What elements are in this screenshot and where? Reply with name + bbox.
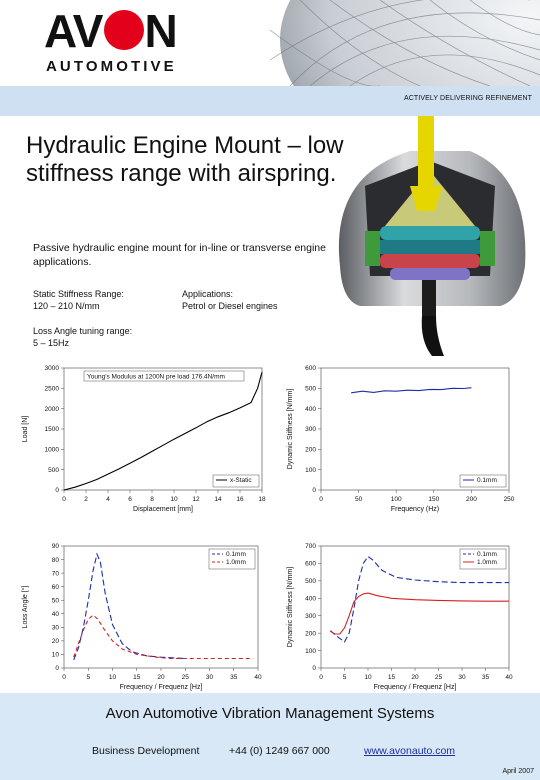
y-tick-label: 50 — [51, 597, 59, 605]
y-axis-label: Loss Angle [°] — [22, 585, 29, 629]
x-tick-label: 10 — [170, 496, 178, 503]
y-tick-label: 70 — [51, 570, 59, 578]
y-tick-label: 100 — [305, 466, 316, 474]
chart-title: Young's Modulus at 1200N pre load 176.4N/mm — [87, 373, 225, 381]
x-tick-label: 14 — [214, 496, 222, 503]
x-tick-label: 5 — [86, 674, 91, 681]
intro-text: Passive hydraulic engine mount for in-line or transverse engine applications. — [33, 242, 326, 268]
y-tick-label: 500 — [305, 578, 316, 586]
x-tick-label: 18 — [258, 496, 266, 503]
y-tick-label: 1500 — [44, 426, 59, 434]
y-tick-label: 3000 — [44, 365, 59, 373]
x-tick-label: 16 — [236, 496, 244, 503]
y-tick-label: 600 — [305, 560, 316, 568]
x-axis-label: Frequency / Frequenz [Hz] — [119, 684, 203, 691]
avon-logo — [44, 5, 214, 78]
y-tick-label: 2000 — [44, 405, 59, 413]
legend-label: 1.0mm — [226, 559, 246, 566]
x-tick-label: 10 — [364, 674, 372, 681]
y-tick-label: 2500 — [44, 385, 59, 393]
y-tick-label: 200 — [305, 630, 316, 638]
spec-loss-label: Loss Angle tuning range: — [33, 326, 133, 336]
x-axis-label: Frequency (Hz) — [390, 506, 440, 513]
x-tick-label: 0 — [319, 496, 323, 503]
spec-static-label: Static Stiffness Range: — [33, 289, 124, 299]
x-tick-label: 40 — [254, 674, 262, 681]
y-tick-label: 80 — [51, 556, 59, 564]
chart-load-displacement — [18, 360, 270, 520]
y-tick-label: 0 — [312, 487, 316, 495]
footer-phone: +44 (0) 1249 667 000 — [229, 745, 330, 757]
chart-3-svg — [283, 538, 535, 696]
logo-subtitle: AUTOMOTIVE — [46, 58, 177, 75]
spec-applications — [182, 288, 278, 312]
x-tick-label: 150 — [428, 496, 440, 503]
legend-label: 0.1mm — [226, 551, 246, 558]
y-tick-label: 500 — [305, 385, 316, 393]
chart-0-svg — [18, 360, 270, 520]
x-tick-label: 5 — [342, 674, 347, 681]
y-tick-label: 40 — [51, 610, 59, 618]
spec-loss-angle — [33, 325, 132, 349]
x-tick-label: 2 — [84, 496, 88, 503]
y-tick-label: 400 — [305, 595, 316, 603]
y-tick-label: 30 — [51, 624, 59, 632]
spec-static-value: 120 – 210 N/mm — [33, 301, 100, 311]
x-tick-label: 0 — [62, 496, 66, 503]
y-tick-label: 300 — [305, 426, 316, 434]
x-tick-label: 40 — [505, 674, 513, 681]
y-axis-label: Dynamic Stiffness [N/mm] — [287, 566, 294, 648]
y-tick-label: 60 — [51, 583, 59, 591]
y-tick-label: 600 — [305, 365, 316, 373]
footer-website-link[interactable]: www.avonauto.com — [364, 745, 456, 757]
x-tick-label: 15 — [133, 674, 141, 681]
spec-loss-value: 5 – 15Hz — [33, 338, 70, 348]
y-tick-label: 200 — [305, 446, 316, 454]
chart-1-svg — [283, 360, 535, 520]
x-tick-label: 200 — [465, 496, 477, 503]
x-tick-label: 0 — [62, 674, 66, 681]
x-tick-label: 30 — [205, 674, 214, 681]
chart-2-svg — [18, 538, 270, 696]
chart-stiffness-frequency — [283, 360, 535, 520]
tagline: ACTIVELY DELIVERING REFINEMENT — [404, 95, 532, 102]
footer-department: Business Development — [92, 745, 200, 757]
y-axis-label: Load [N] — [22, 415, 29, 443]
y-tick-label: 0 — [312, 665, 316, 673]
footer-date: April 2007 — [502, 768, 534, 775]
chart-loss-angle — [18, 538, 270, 696]
legend-label: x-Static — [230, 477, 252, 484]
x-tick-label: 35 — [481, 674, 490, 681]
spec-apps-label: Applications: — [182, 289, 234, 299]
x-tick-label: 35 — [230, 674, 238, 681]
y-tick-label: 0 — [55, 665, 59, 673]
x-tick-label: 10 — [108, 674, 117, 681]
x-tick-label: 20 — [157, 674, 165, 681]
x-tick-label: 20 — [411, 674, 419, 681]
y-tick-label: 700 — [305, 543, 316, 551]
legend-label: 1.0mm — [477, 559, 497, 566]
plot-area — [321, 368, 509, 490]
y-tick-label: 100 — [305, 647, 316, 655]
logo-wordmark: AV N — [44, 5, 177, 57]
x-tick-label: 8 — [150, 496, 154, 503]
spec-apps-value: Petrol or Diesel engines — [182, 301, 278, 311]
y-tick-label: 0 — [55, 487, 59, 495]
globe-graphic — [230, 0, 540, 86]
y-tick-label: 300 — [305, 612, 316, 620]
x-tick-label: 15 — [387, 674, 396, 681]
x-axis-label: Displacement [mm] — [133, 506, 193, 513]
header — [0, 0, 540, 86]
y-tick-label: 20 — [51, 638, 59, 646]
x-tick-label: 4 — [106, 496, 110, 503]
y-tick-label: 10 — [51, 651, 59, 659]
y-tick-label: 1000 — [44, 446, 59, 454]
logo-red-dot — [104, 10, 144, 50]
x-tick-label: 100 — [390, 496, 402, 503]
page-title: Hydraulic Engine Mount – low stiffness range with airspring. — [26, 132, 344, 187]
y-axis-label: Dynamic Stiffness [N/mm] — [287, 388, 294, 470]
x-tick-label: 30 — [458, 674, 466, 681]
x-tick-label: 25 — [181, 674, 189, 681]
engine-mount-illustration — [320, 116, 535, 356]
y-tick-label: 90 — [51, 543, 59, 551]
x-axis-label: Frequency / Frequenz [Hz] — [373, 684, 457, 691]
footer-title: Avon Automotive Vibration Management Systems — [105, 705, 435, 722]
y-tick-label: 400 — [305, 405, 316, 413]
x-tick-label: 50 — [354, 496, 363, 503]
chart-dynamic-stiffness — [283, 538, 535, 696]
x-tick-label: 12 — [192, 496, 200, 503]
legend-label: 0.1mm — [477, 477, 497, 484]
spec-static — [33, 288, 124, 312]
x-tick-label: 0 — [319, 674, 323, 681]
y-tick-label: 500 — [48, 466, 59, 474]
legend-label: 0.1mm — [477, 551, 497, 558]
x-tick-label: 250 — [503, 496, 515, 503]
plot-area — [64, 368, 262, 490]
x-tick-label: 6 — [128, 496, 132, 503]
x-tick-label: 25 — [434, 674, 443, 681]
